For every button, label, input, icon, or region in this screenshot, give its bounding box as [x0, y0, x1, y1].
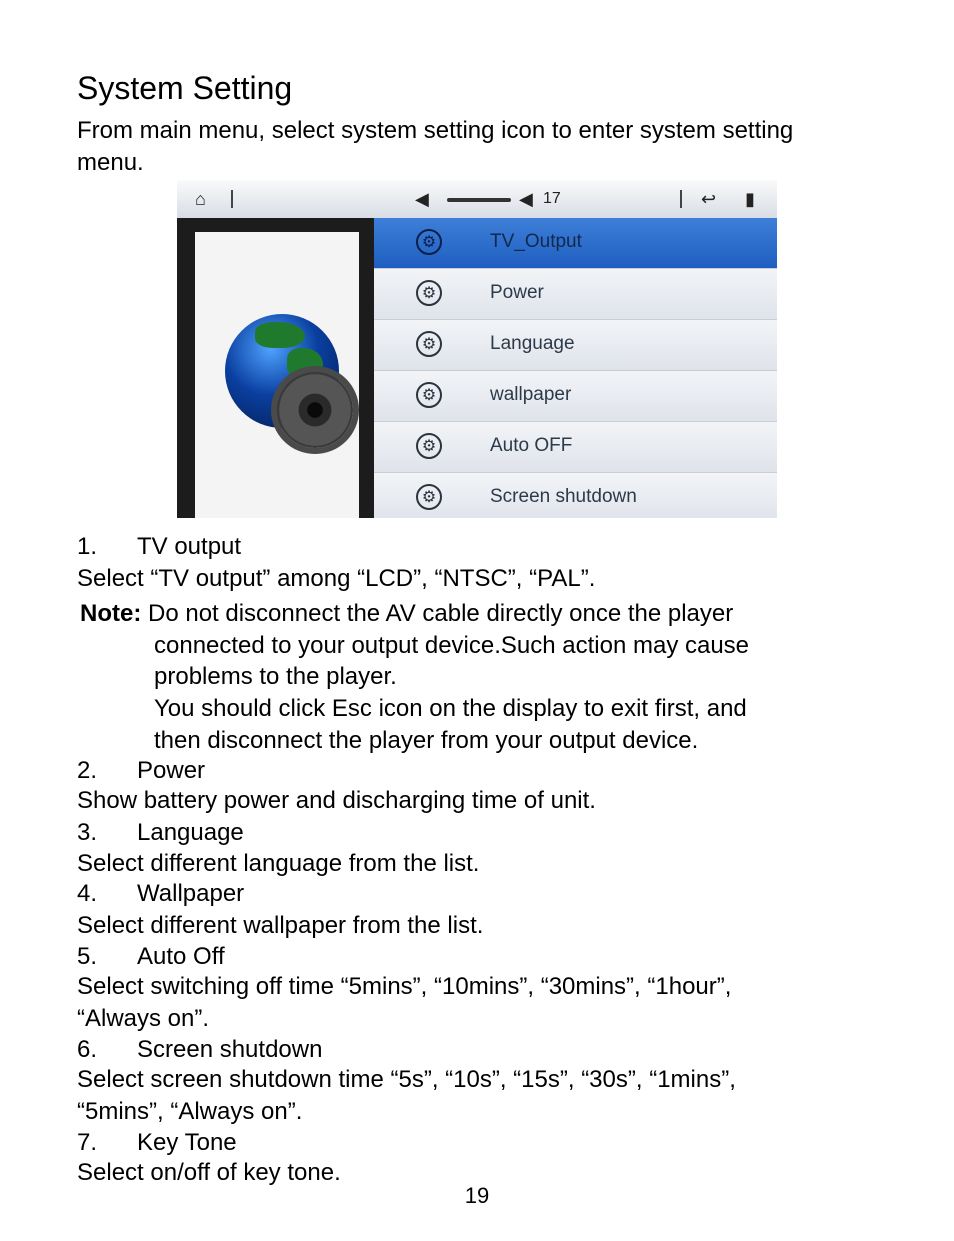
section-text: Select “TV output” among “LCD”, “NTSC”, “PAL”. — [77, 565, 596, 592]
intro-line-2: menu. — [77, 149, 144, 176]
volume-value: 17 — [543, 190, 561, 207]
intro-line-1: From main menu, select system setting icon to enter system setting — [77, 117, 794, 144]
note-line: You should click Esc icon on the display to exit first, and — [154, 695, 747, 722]
section-heading: 1. TV output — [77, 533, 242, 560]
gear-icon — [277, 372, 353, 448]
section-heading: 6. Screen shutdown — [77, 1036, 323, 1063]
globe-gear-icon: ⚙ — [416, 280, 442, 306]
section-text: Select screen shutdown time “5s”, “10s”, “15s”, “30s”, “1mins”, — [77, 1066, 736, 1093]
note-label: Note: — [80, 600, 142, 627]
section-text: Select different wallpaper from the list. — [77, 912, 484, 939]
menu-item-wallpaper[interactable] — [374, 371, 777, 422]
volume-up-icon: ◀ — [519, 189, 533, 209]
page-title: System Setting — [77, 70, 293, 106]
volume-down-icon: ◀ — [415, 189, 429, 209]
menu-item-label: TV_Output — [490, 231, 582, 252]
status-divider — [231, 190, 233, 208]
section-text: “Always on”. — [77, 1005, 210, 1032]
section-text: Select switching off time “5mins”, “10mins”, “30mins”, “1hour”, — [77, 973, 732, 1000]
menu-item-auto-off[interactable] — [374, 422, 777, 473]
back-icon: ↩ — [701, 189, 717, 209]
globe-gear-icon: ⚙ — [416, 382, 442, 408]
menu-item-power[interactable] — [374, 269, 777, 320]
home-icon: ⌂ — [195, 189, 206, 209]
menu-item-label: Screen shutdown — [490, 486, 637, 507]
menu-item-label: Language — [490, 333, 575, 354]
page-number: 19 — [464, 1183, 490, 1208]
device-screenshot — [177, 180, 777, 518]
globe-gear-icon: ⚙ — [416, 229, 442, 255]
section-heading: 2. Power — [77, 757, 206, 784]
status-bar — [177, 180, 777, 218]
note-line: then disconnect the player from your output device. — [154, 727, 699, 754]
volume-slider — [447, 198, 511, 202]
section-heading: 5. Auto Off — [77, 943, 225, 970]
status-divider — [680, 190, 682, 208]
section-heading: 3. Language — [77, 819, 244, 846]
globe-gear-icon: ⚙ — [416, 433, 442, 459]
section-text: Show battery power and discharging time of unit. — [77, 787, 596, 814]
note-line: Note: Do not disconnect the AV cable directly once the player — [80, 600, 734, 627]
settings-menu — [374, 218, 777, 518]
battery-icon: ▮ — [745, 189, 755, 209]
globe-gear-icon: ⚙ — [416, 484, 442, 510]
section-text: Select on/off of key tone. — [77, 1159, 341, 1186]
menu-item-label: Power — [490, 282, 544, 303]
menu-item-screen-shutdown[interactable] — [374, 473, 777, 518]
settings-preview-panel — [195, 232, 359, 518]
globe-gear-icon: ⚙ — [416, 331, 442, 357]
note-line: problems to the player. — [154, 663, 397, 690]
menu-item-language[interactable] — [374, 320, 777, 371]
section-text: “5mins”, “Always on”. — [77, 1098, 303, 1125]
section-text: Select different language from the list. — [77, 850, 480, 877]
section-heading: 7. Key Tone — [77, 1129, 237, 1156]
menu-item-tv-output[interactable] — [374, 218, 777, 269]
menu-item-label: Auto OFF — [490, 435, 573, 456]
section-heading: 4. Wallpaper — [77, 880, 245, 907]
note-line: connected to your output device.Such action may cause — [154, 632, 750, 659]
menu-item-label: wallpaper — [490, 384, 572, 405]
